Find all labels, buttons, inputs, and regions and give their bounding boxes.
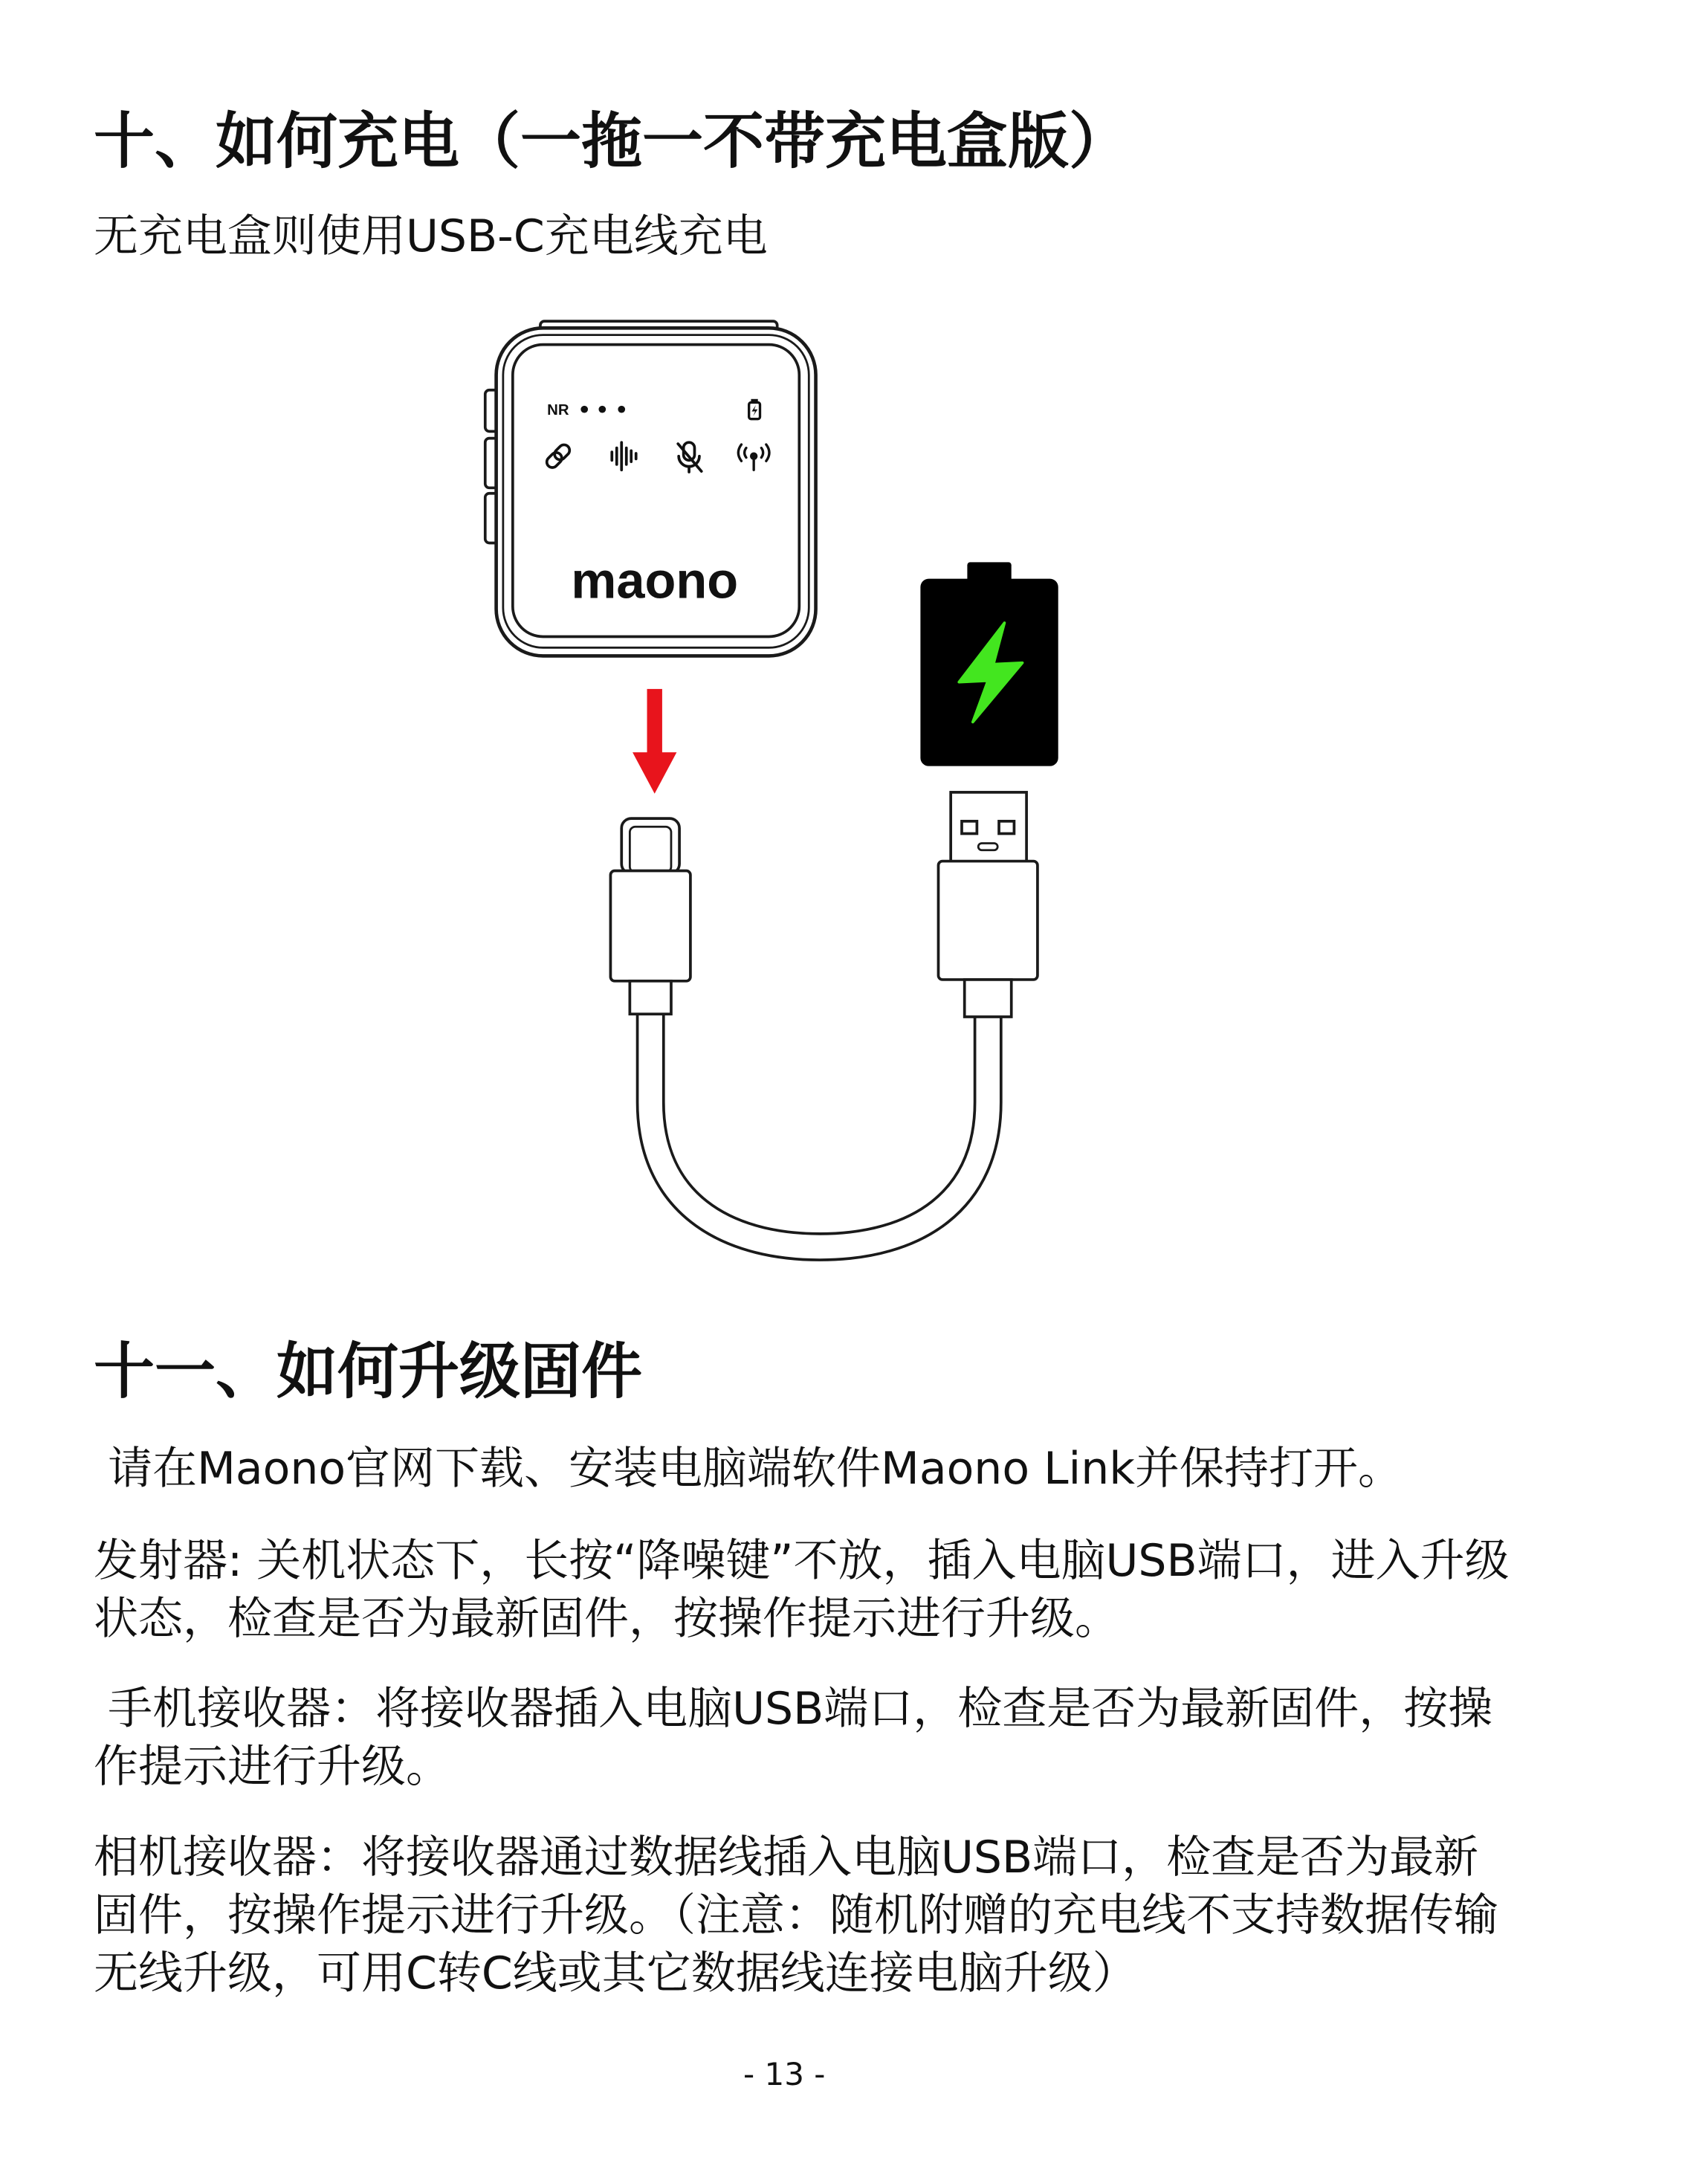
usb-a-hole-right	[999, 821, 1014, 834]
arrow-shaft	[647, 689, 661, 758]
arrow-head	[633, 752, 676, 794]
nr-level-dot-1	[580, 406, 588, 413]
paragraph-line: 状态，检查是否为最新固件，按操作提示进行升级。	[94, 1593, 1119, 1645]
usb-a-neck	[964, 980, 1011, 1017]
charging-illustration	[455, 303, 1089, 1281]
battery-charging-icon	[920, 562, 1058, 766]
paragraph-line: 手机接收器：将接收器插入电脑USB端口，检查是否为最新固件，按操	[94, 1683, 1493, 1735]
usb-a-slot	[978, 843, 997, 850]
usb-a-body	[938, 861, 1037, 979]
cable-fill	[650, 1011, 988, 1247]
arrow-down-icon	[633, 689, 676, 794]
nr-level-dot-2	[598, 406, 606, 413]
subtitle-line: 无充电盒则使用USB-C充电线充电	[94, 210, 768, 262]
paragraph-line: 相机接收器：将接收器通过数据线插入电脑USB端口，检查是否为最新	[94, 1831, 1479, 1884]
maono-logo: maono	[570, 552, 738, 610]
nr-level-dot-3	[618, 406, 625, 413]
section-10-heading: 十、如何充电（一拖一不带充电盒版）	[94, 106, 1130, 177]
usb-c-to-usb-a-cable-icon	[610, 792, 1038, 1247]
paragraph-phone-receiver-upgrade	[94, 1680, 1492, 1796]
usb-a-connector	[938, 792, 1037, 1017]
section-10-subtitle	[94, 207, 768, 265]
usb-c-neck	[630, 980, 671, 1013]
paragraph-line: 请在Maono官网下载、安装电脑端软件Maono Link并保持打开。	[94, 1443, 1403, 1495]
section-11-heading: 十一、如何升级固件	[94, 1336, 643, 1407]
paragraph-line: 固件，按操作提示进行升级。（注意：随机附赠的充电线不支持数据传输	[94, 1889, 1498, 1941]
usb-c-body	[610, 870, 690, 980]
paragraph-download-software	[94, 1440, 1403, 1498]
nr-indicator-label: NR	[546, 401, 569, 418]
paragraph-camera-receiver-upgrade	[94, 1829, 1498, 2002]
paragraph-transmitter-upgrade	[94, 1532, 1510, 1648]
paragraph-line: 发射器: 关机状态下，长按“降噪键”不放，插入电脑USB端口，进入升级	[94, 1535, 1510, 1587]
usb-c-connector	[610, 818, 690, 1014]
page-number: - 13 -	[743, 2056, 826, 2092]
usb-a-hole-left	[962, 821, 977, 834]
paragraph-line: 作提示进行升级。	[94, 1741, 450, 1793]
wireless-mic-transmitter	[485, 321, 815, 656]
paragraph-line: 无线升级，可用C转C线或其它数据线连接电脑升级）	[94, 1947, 1137, 1999]
